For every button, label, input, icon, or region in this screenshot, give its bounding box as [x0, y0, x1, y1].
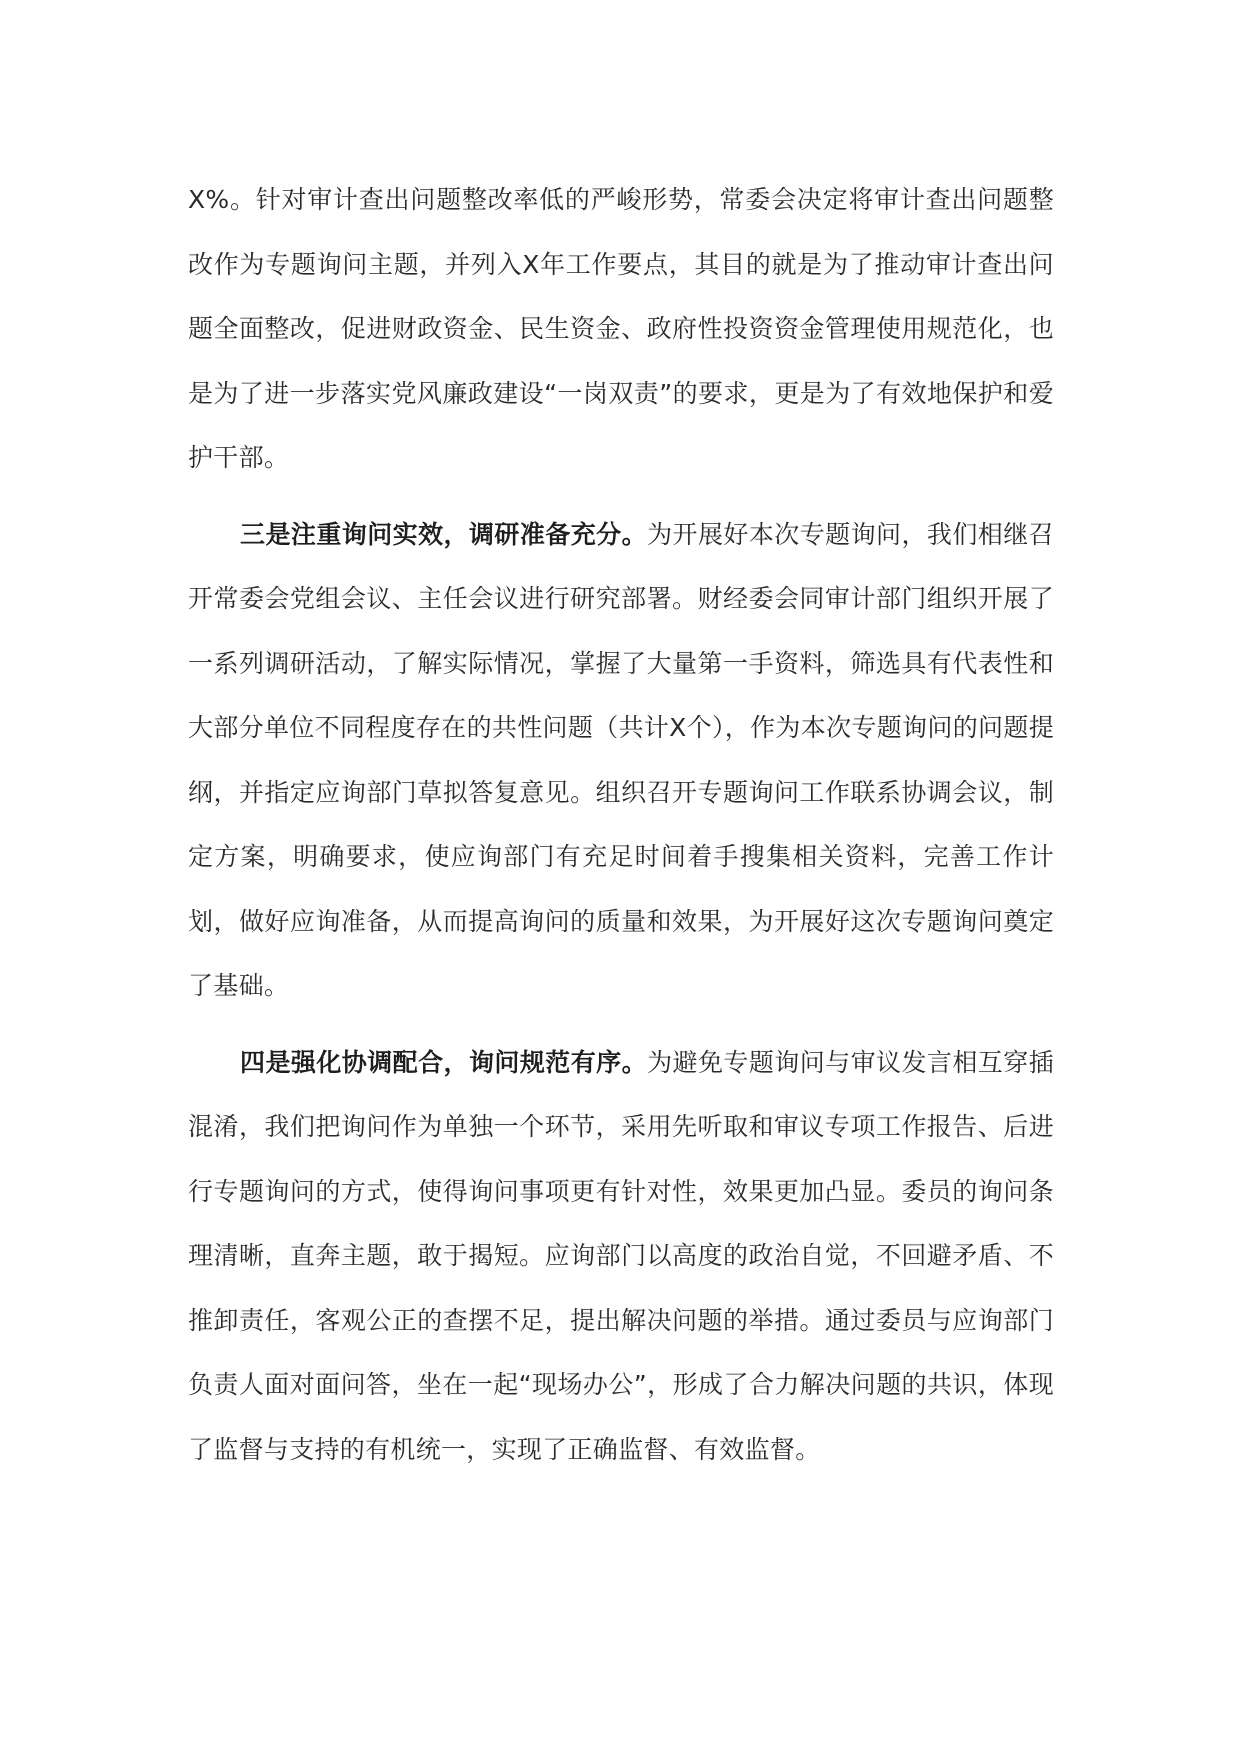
- paragraph-2-heading: 三是注重询问实效，调研准备充分。: [240, 519, 648, 549]
- paragraph-point-four: [188, 1031, 1054, 1483]
- paragraph-3-heading: 四是强化协调配合，询问规范有序。: [240, 1047, 648, 1077]
- paragraph-1-text: X%。针对审计查出问题整改率低的严峻形势，常委会决定将审计查出问题整改作为专题询问主题，并列入X年工作要点，其目的就是为了推动审计查出问题全面整改，促进财政资金、民生资金、政府性投资资金管理使用规范化，也是为了进一步落实党风廉政建设“一岗双责”的要求，更是为了有效地保护和爱护干部。: [188, 185, 1054, 472]
- paragraph-3-text: 为避免专题询问与审议发言相互穿插混淆，我们把询问作为单独一个环节，采用先听取和审议专项工作报告、后进行专题询问的方式，使得询问事项更有针对性，效果更加凸显。委员的询问条理清晰，直奔主题，敢于揭短。应询部门以高度的政治自觉，不回避矛盾、不推卸责任，客观公正的查摆不足，提出解决问题的举措。通过委员与应询部门负责人面对面问答，坐在一起“现场办公”，形成了合力解决问题的共识，体现了监督与支持的有机统一，实现了正确监督、有效监督。: [188, 1047, 1054, 1464]
- paragraph-continuation: [188, 168, 1054, 491]
- paragraph-point-three: [188, 503, 1054, 1019]
- paragraph-2-text: 为开展好本次专题询问，我们相继召开常委会党组会议、主任会议进行研究部署。财经委会同审计部门组织开展了一系列调研活动，了解实际情况，掌握了大量第一手资料，筛选具有代表性和大部分单位不同程度存在的共性问题（共计X个），作为本次专题询问的问题提纲，并指定应询部门草拟答复意见。组织召开专题询问工作联系协调会议，制定方案，明确要求，使应询部门有充足时间着手搜集相关资料，完善工作计划，做好应询准备，从而提高询问的质量和效果，为开展好这次专题询问奠定了基础。: [188, 519, 1054, 1000]
- document-page: [188, 168, 1054, 1482]
